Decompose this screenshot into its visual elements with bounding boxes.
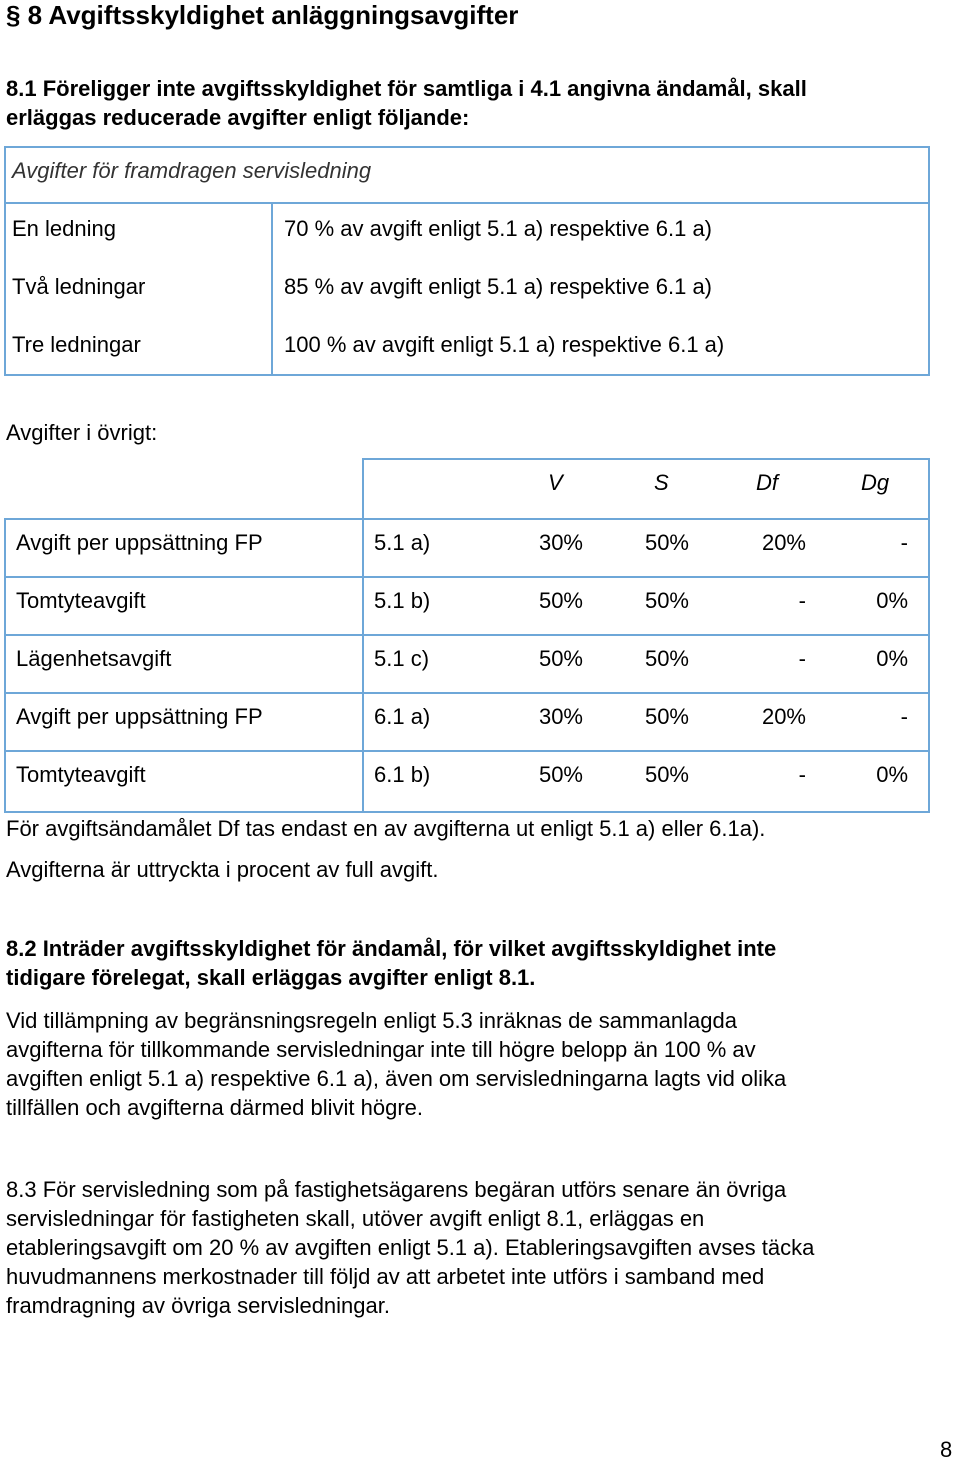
paragraph-line: huvudmannens merkostnader till följd av att arbetet inte utförs i samband med: [6, 1264, 765, 1289]
table1-row-label: En ledning: [12, 216, 116, 241]
table2-row-ref: 5.1 c): [374, 646, 430, 671]
table2-cell-dg: -: [900, 704, 908, 729]
page-heading: § 8 Avgiftsskyldighet anläggningsavgifter: [6, 0, 519, 30]
table2-cell-df: 20%: [761, 530, 806, 555]
paragraph-line: framdragning av övriga servisledningar.: [6, 1293, 390, 1318]
table1-row-value: 85 % av avgift enligt 5.1 a) respektive 6.1 a): [284, 274, 713, 299]
table2-row-ref: 6.1 b): [374, 762, 431, 787]
column-header-v: V: [548, 470, 563, 495]
paragraph-8-2: [6, 1006, 786, 1122]
table2-cell-dg: 0%: [876, 762, 908, 787]
other-fees-table: [4, 458, 930, 813]
paragraph-line: avgiften enligt 5.1 a) respektive 6.1 a), även om servisledningarna lagts vid olika: [6, 1066, 787, 1091]
table2-cell-v: 50%: [538, 646, 583, 671]
note-df: För avgiftsändamålet Df tas endast en av avgifterna ut enligt 5.1 a) eller 6.1a).: [6, 816, 766, 841]
column-header-dg: Dg: [861, 470, 890, 495]
table2-cell-dg: -: [900, 530, 908, 555]
table2-row-ref: 6.1 a): [374, 704, 431, 729]
servisledning-table-title: Avgifter för framdragen servisledning: [12, 158, 372, 183]
note-percent: Avgifterna är uttryckta i procent av full avgift.: [6, 857, 439, 882]
table1-row-value: 70 % av avgift enligt 5.1 a) respektive 6.1 a): [284, 216, 713, 241]
page-number: 8: [940, 1437, 953, 1462]
section-8-1-line2: erläggas reducerade avgifter enligt följande:: [6, 105, 470, 130]
table2-row-label: Tomtyteavgift: [16, 588, 146, 613]
column-header-df: Df: [756, 470, 778, 495]
table2-cell-v: 30%: [538, 704, 583, 729]
section-8-2-line2: tidigare förelegat, skall erläggas avgifter enligt 8.1.: [6, 965, 536, 990]
section-8-2-line1: 8.2 Inträder avgiftsskyldighet för ändamål, för vilket avgiftsskyldighet inte: [6, 936, 777, 961]
paragraph-line: tillfällen och avgifterna därmed blivit högre.: [6, 1095, 424, 1120]
table2-row-ref: 5.1 a): [374, 530, 431, 555]
table2-row-ref: 5.1 b): [374, 588, 431, 613]
paragraph-8-3: [6, 1175, 814, 1320]
table2-cell-dg: 0%: [876, 646, 908, 671]
table1-row-value: 100 % av avgift enligt 5.1 a) respektive 6.1 a): [284, 332, 725, 357]
table2-cell-df: -: [798, 762, 806, 787]
table2-row-label: Lägenhetsavgift: [16, 646, 172, 671]
table1-row-label: Två ledningar: [12, 274, 146, 299]
table2-row-label: Tomtyteavgift: [16, 762, 146, 787]
column-header-s: S: [654, 470, 669, 495]
table2-row-label: Avgift per uppsättning FP: [16, 530, 263, 555]
paragraph-line: avgifterna för tillkommande servisledningar inte till högre belopp än 100 % av: [6, 1037, 756, 1062]
table2-cell-v: 30%: [538, 530, 583, 555]
table2-cell-dg: 0%: [876, 588, 908, 613]
paragraph-line: Vid tillämpning av begränsningsregeln enligt 5.3 inräknas de sammanlagda: [6, 1008, 737, 1033]
table2-cell-s: 50%: [644, 646, 689, 671]
table2-row-label: Avgift per uppsättning FP: [16, 704, 263, 729]
table2-cell-s: 50%: [644, 704, 689, 729]
table2-cell-df: 20%: [761, 704, 806, 729]
other-fees-heading: Avgifter i övrigt:: [6, 420, 158, 445]
paragraph-line: etableringsavgift om 20 % av avgiften enligt 5.1 a). Etableringsavgiften avses täcka: [6, 1235, 815, 1260]
table2-cell-s: 50%: [644, 762, 689, 787]
servisledning-table: [4, 146, 930, 376]
table2-cell-df: -: [798, 588, 806, 613]
paragraph-line: servisledningar för fastigheten skall, utöver avgift enligt 8.1, erläggas en: [6, 1206, 705, 1231]
section-8-1-line1: 8.1 Föreligger inte avgiftsskyldighet för samtliga i 4.1 angivna ändamål, skall: [6, 76, 807, 101]
table2-cell-df: -: [798, 646, 806, 671]
table2-cell-s: 50%: [644, 588, 689, 613]
paragraph-line: 8.3 För servisledning som på fastighetsägarens begäran utförs senare än övriga: [6, 1177, 787, 1202]
table1-row-label: Tre ledningar: [12, 332, 141, 357]
table2-cell-v: 50%: [538, 762, 583, 787]
table2-cell-s: 50%: [644, 530, 689, 555]
table2-cell-v: 50%: [538, 588, 583, 613]
